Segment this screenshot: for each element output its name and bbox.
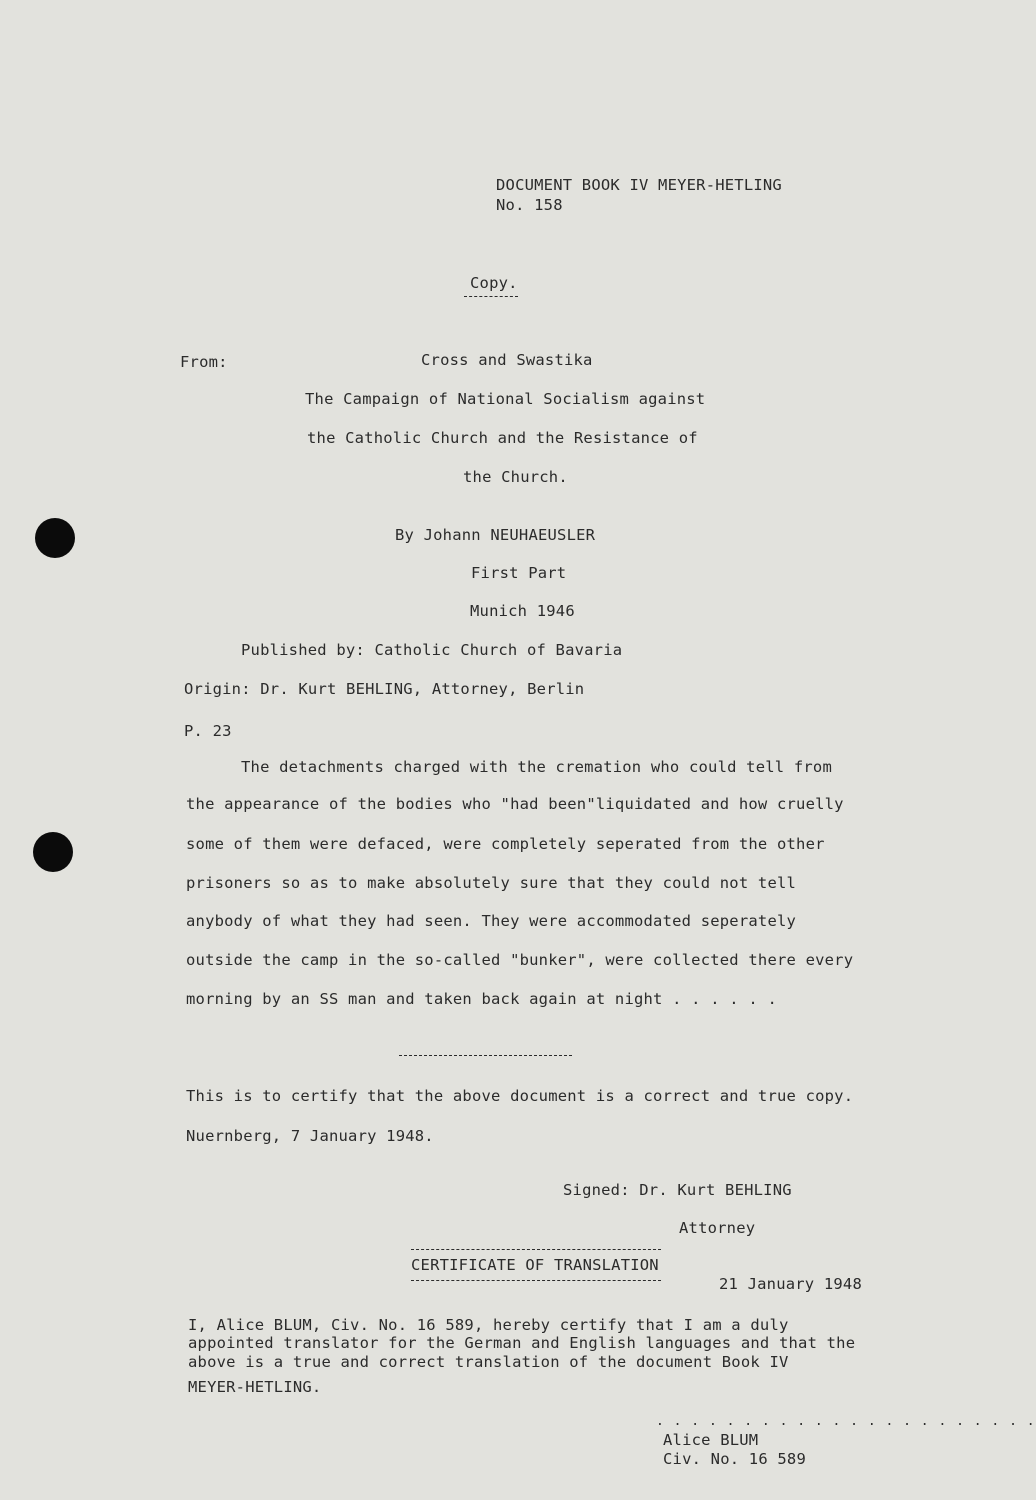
- punch-hole-bottom: [33, 832, 73, 872]
- signer-title: Attorney: [679, 1219, 756, 1237]
- translation-date: 21 January 1948: [719, 1275, 862, 1293]
- translation-heading: CERTIFICATE OF TRANSLATION: [411, 1256, 659, 1274]
- signature-dotted-line: . . . . . . . . . . . . . . . . . . . . . .: [656, 1414, 1036, 1429]
- translation-text-line: MEYER-HETLING.: [188, 1378, 322, 1396]
- body-text-line: morning by an SS man and taken back again at night . . . . . .: [186, 990, 777, 1008]
- certify-place-date: Nuernberg, 7 January 1948.: [186, 1127, 434, 1145]
- page-reference: P. 23: [184, 722, 232, 740]
- published-by-line: Published by: Catholic Church of Bavaria: [241, 641, 623, 659]
- translator-civ-number: Civ. No. 16 589: [663, 1450, 806, 1468]
- body-text-line: the appearance of the bodies who "had been"liquidated and how cruelly: [186, 795, 844, 813]
- translation-text-line: I, Alice BLUM, Civ. No. 16 589, hereby certify that I am a duly: [188, 1316, 789, 1334]
- body-text-line: some of them were defaced, were completely seperated from the other: [186, 835, 825, 853]
- translation-heading-overline: [411, 1249, 661, 1250]
- from-label: From:: [180, 353, 228, 371]
- translation-text-line: above is a true and correct translation of the document Book IV: [188, 1353, 789, 1371]
- body-text-line: prisoners so as to make absolutely sure that they could not tell: [186, 874, 797, 892]
- body-text-line: outside the camp in the so-called "bunker", were collected there every: [186, 951, 854, 969]
- body-text-line: anybody of what they had seen. They were accommodated seperately: [186, 912, 797, 930]
- translation-heading-underline: [411, 1280, 661, 1281]
- punch-hole-top: [35, 518, 75, 558]
- origin-line: Origin: Dr. Kurt BEHLING, Attorney, Berlin: [184, 680, 585, 698]
- author-line: By Johann NEUHAEUSLER: [395, 526, 596, 544]
- part-line: First Part: [471, 564, 567, 582]
- book-title-line: Cross and Swastika: [421, 351, 593, 369]
- book-title-line: the Catholic Church and the Resistance of: [307, 429, 698, 447]
- certify-copy-line: This is to certify that the above document is a correct and true copy.: [186, 1087, 854, 1105]
- document-book-label: DOCUMENT BOOK IV MEYER-HETLING: [496, 176, 782, 194]
- body-text-line: The detachments charged with the cremation who could tell from: [241, 758, 832, 776]
- copy-underline: [464, 296, 518, 297]
- document-number: No. 158: [496, 196, 563, 214]
- copy-label: Copy.: [470, 274, 518, 292]
- translator-name: Alice BLUM: [663, 1431, 759, 1449]
- translation-text-line: appointed translator for the German and English languages and that the: [188, 1334, 856, 1352]
- section-divider: [399, 1055, 572, 1056]
- place-year-line: Munich 1946: [470, 602, 575, 620]
- book-title-line: The Campaign of National Socialism against: [305, 390, 706, 408]
- book-title-line: the Church.: [463, 468, 568, 486]
- signed-line: Signed: Dr. Kurt BEHLING: [563, 1181, 792, 1199]
